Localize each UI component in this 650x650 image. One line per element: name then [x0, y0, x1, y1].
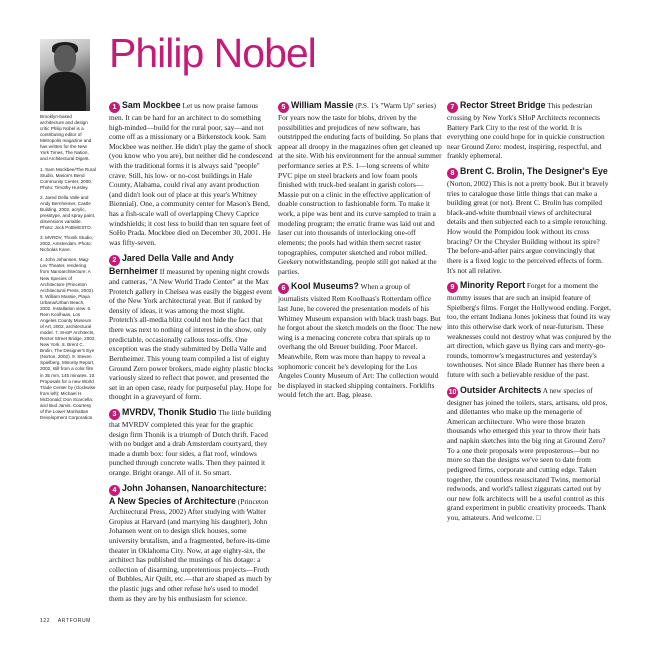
list-entry — [109, 483, 273, 604]
entry-heading: Sam Mockbee — [122, 100, 181, 110]
page-footer — [40, 618, 97, 624]
caption: 1. Sam Mockbee/The Rural Studio, Mason's Bend Community Center, 2000. Photo: Timothy Hursley. — [40, 166, 96, 190]
list-entry — [447, 166, 611, 275]
entry-number-badge: 5 — [278, 102, 289, 113]
publication-name: ARTFORUM — [57, 618, 91, 624]
list-entry — [447, 385, 611, 523]
entry-heading: Minority Report — [460, 280, 525, 291]
entry-body: When a group of journalists visited Rem Koolhaas's Rotterdam office last June, he covered the presentation models of his Whitney Museum expansion with black trash bags. But he forgot about the sketch models on the floor. The new wing is a menacing concrete cobra that spirals up to overhang the old Breuer building. Poor Marcel. Meanwhile, Rem was more than happy to reveal a sophomoric conceit he's developing for the Los Angeles County Museum of Art: The collection would be displayed in stacked shipping containers. Forklifts would fetch the art. Bag, please. — [278, 282, 442, 400]
author-photo — [40, 39, 90, 111]
entry-body: This pedestrian crossing by New York's SHoP Architects reconnects Battery Park City to the rest of the world. It is everything one could hope for in quickie construction near Ground Zero: modest, inspiring, respectful, and frankly ephemeral. — [447, 101, 605, 161]
entry-heading: Jared Della Valle and Andy Bernheimer — [109, 252, 234, 276]
entry-number-badge: 3 — [109, 409, 120, 420]
entry-body: (Norton, 2002) This is not a pretty book. But it bravely tries to catalogue those little things that can make a building great (or not). Brent C. Brolin has compiled black-and-white thumbnail views of architectural details and then subjected each to a simple retouching. How would the Pompidou look without its cross bracing? Or the Chrysler Building without its spire? The before-and-after pairs argue convincingly that there is a fixed logic to the perceived effects of form. It's not all relative. — [447, 179, 609, 275]
column-3 — [447, 100, 611, 528]
column-1 — [109, 100, 273, 608]
entry-heading: Kool Museums? — [291, 281, 359, 292]
sidebar-captions — [40, 114, 96, 425]
list-entry — [447, 100, 611, 161]
entry-heading: John Johansen, Nanoarchitecture: A New Species of Architecture — [109, 482, 267, 506]
entry-body: Forget for a moment the mommy issues that are such an insipid feature of Spielberg's films. Forget the Hollywood ending. Forget, too, the errant Indiana Jones jokiness that found its way into this otherwise dark work of near-futurism. These weaknesses could not destroy what was conjured by the art direction, which gave us flying cars and merry-go-rounds, tomorrow's megastructures and yesterday's townhouses. Not since Blade Runner has there been a future with such a believable residue of the past. — [447, 281, 611, 380]
caption: 2. Jared Della Valle and Andy Bernheimer, Castle Building, 2002, acrylic, presstype, and spray paint, dimensions variable. Photo: Jock Pottle/ESTO. — [40, 194, 96, 231]
entry-body: Let us now praise famous men. It can be hard for an architect to do something high-minded—build for the rural poor, say—and not come off as a missionary or a Birkenstock kook. Sam Mockbee was neither. He didn't play the game of shock (you know who you are), but neither did he condescend with the traditional forms it is always said "people" crave. Still, his low- or no-cost buildings in Hale County, Alabama, could rival any avant production (and didn't look out of place at this year's Whitney Biennial). One, a community center for Mason's Bend, has a fish-scale wall of overlapping Chevy Caprice windshields; it cost less to build than ten square feet of SoHo Prada. Mockbee died on December 30, 2001. He was fifty-seven. — [109, 101, 273, 247]
list-entry — [109, 407, 273, 478]
page-number: 122 — [40, 618, 51, 624]
entry-body: The little building that MVRDV completed this year for the graphic design firm Thonik is a triumph of Dutch thrift. Faced with no budget and a drab Amsterdam courtyard, they made a dumb box: four sides, a flat roof, windows punched through concrete walls. Then they painted it orange. Bright orange. All of it. So smart. — [109, 407, 272, 478]
entry-number-badge: 10 — [448, 388, 457, 396]
caption: 3. MVRDV, Thonik Studio, 2002, Amsterdam. Photo: Nicholas Kane. — [40, 235, 94, 253]
list-entry — [447, 280, 611, 379]
entry-number-badge: 9 — [447, 282, 458, 293]
column-2 — [278, 100, 442, 405]
entry-heading: Outsider Architects — [460, 384, 542, 395]
entry-body: (Princeton Architectural Press, 2002) After studying with Walter Gropius at Harvard (and marrying his daughter), John Johansen went on to design slick houses, some university brutalism, and a fragmented, before-its-time theater in Oklahoma City. Now, at age eighty-six, the architect has published the musings of his dotage: a collection of disarming, unpretentious projects—Froth of Bubbles, Air Quilt, etc.—that are shaped as much by the plastic jugs and other refuse he's used to model them as they are by his enthusiasm for science. — [109, 496, 272, 603]
entry-body: (P.S. 1's "Warm Up" series) For years now the taste for blobs, driven by the possibilities and prejudices of new software, has outstripped the enduring facts of building. So plans that appear all droopy in the magazines often get cleaned up at the site. With his environment for the annual summer performance series at P.S. 1—long screens of white PVC pipe on steel brackets and low foam pools finished with truck-bed sealant in garish colors—Massie put on a clinic in the effective application of doable construction to fashionable form. To make it work, a pipe was bent and its curve sampled to train a modeling program; the erratic frame was laid out and laser cut into thousands of interlocking one-off elements; the pools had within them secret raster topographies, computer sketched and robot milled. Geekery notwithstanding, people still got naked at the parties. — [278, 101, 442, 276]
list-entry — [278, 100, 442, 276]
entry-number-badge: 1 — [109, 102, 120, 113]
entry-number-badge: 4 — [109, 485, 120, 496]
entry-heading: Brent C. Brolin, The Designer's Eye — [460, 166, 608, 177]
list-entry — [278, 281, 442, 400]
entry-heading: MVRDV, Thonik Studio — [122, 406, 217, 417]
entry-number-badge: 7 — [447, 102, 458, 113]
entry-heading: William Massie — [291, 100, 354, 110]
entry-body: If measured by opening night crowds and cameras, "A New World Trade Center" at the Max Protetch gallery in Chelsea was easily the biggest event of the New York architectural year. But if ranked by density of ideas, it was among the most slight. Protetch's all-media blitz could not hide the fact that there was next to nothing of interest in the show, only predictable, occasionally callous toss-offs. One exception was the study submitted by Della Valle and Bernheimer. This young team compiled a list of eighty Ground Zero power brokers, made eighty plastic blocks variously sized to reflect that power, and presented the set in an open case, ready for purposeful play. Hope for thought in a graveyard of form. — [109, 266, 273, 402]
list-entry — [109, 100, 273, 248]
entry-number-badge: 2 — [109, 255, 120, 266]
entry-number-badge: 6 — [278, 283, 289, 294]
entry-body: A new species of designer has joined the toilers, stars, artisans, old pros, and dilettantes who make up the menagerie of American architecture. Who were those brazen thousands who emerged this year to throw their hats and napkin sketches into the big ring at Ground Zero? To a one their proposals were preposterous—but no more so than the designs we've seen to date from pedigreed firms, corporate and cutting edge. Taken together, the countless resuscitated Twins, memorial redwoods, and world's tallest ziggurats carted out by our new folk architects will be a useful control as this grand experiment in public creativity proceeds. Thank you, amateurs. And welcome. □ — [447, 385, 608, 522]
entry-number-badge: 8 — [447, 168, 458, 179]
list-entry — [109, 253, 273, 402]
entry-heading: Rector Street Bridge — [460, 100, 546, 110]
author-bio: Brooklyn-based architecture and design critic Philip Nobel is a contributing editor of Metropolis magazine and has written for the New York Times, The Nation, and Architectural Digest. — [40, 114, 92, 162]
caption: 4. John Johansen, Mag-Lev Theater, rendering from Nanoarchitecture: A New Species of Architecture (Princeton Architectural Press, 2002). 5. William Massie, Playa Urbana/Urban Beach, 2002. Installation view. 6. Rem Koolhaas, Los Angeles County Museum of Art, 2002, architectural model. 7. SHoP Architects, Rector Street Bridge, 2002, New York. 8. Brent C. Brolin, The Designer's Eye (Norton, 2002). 9. Steven Spielberg, Minority Report, 2002, still from a color film in 35 mm, 145 minutes. 10. Proposals for a new World Trade Center by (clockwise from left): Michael H. McDonald; Don Scarcella; and Bud Jarvis. Courtesy of the Lower Manhattan Development Corporation. — [40, 257, 96, 420]
page-title: Philip Nobel — [109, 30, 316, 76]
